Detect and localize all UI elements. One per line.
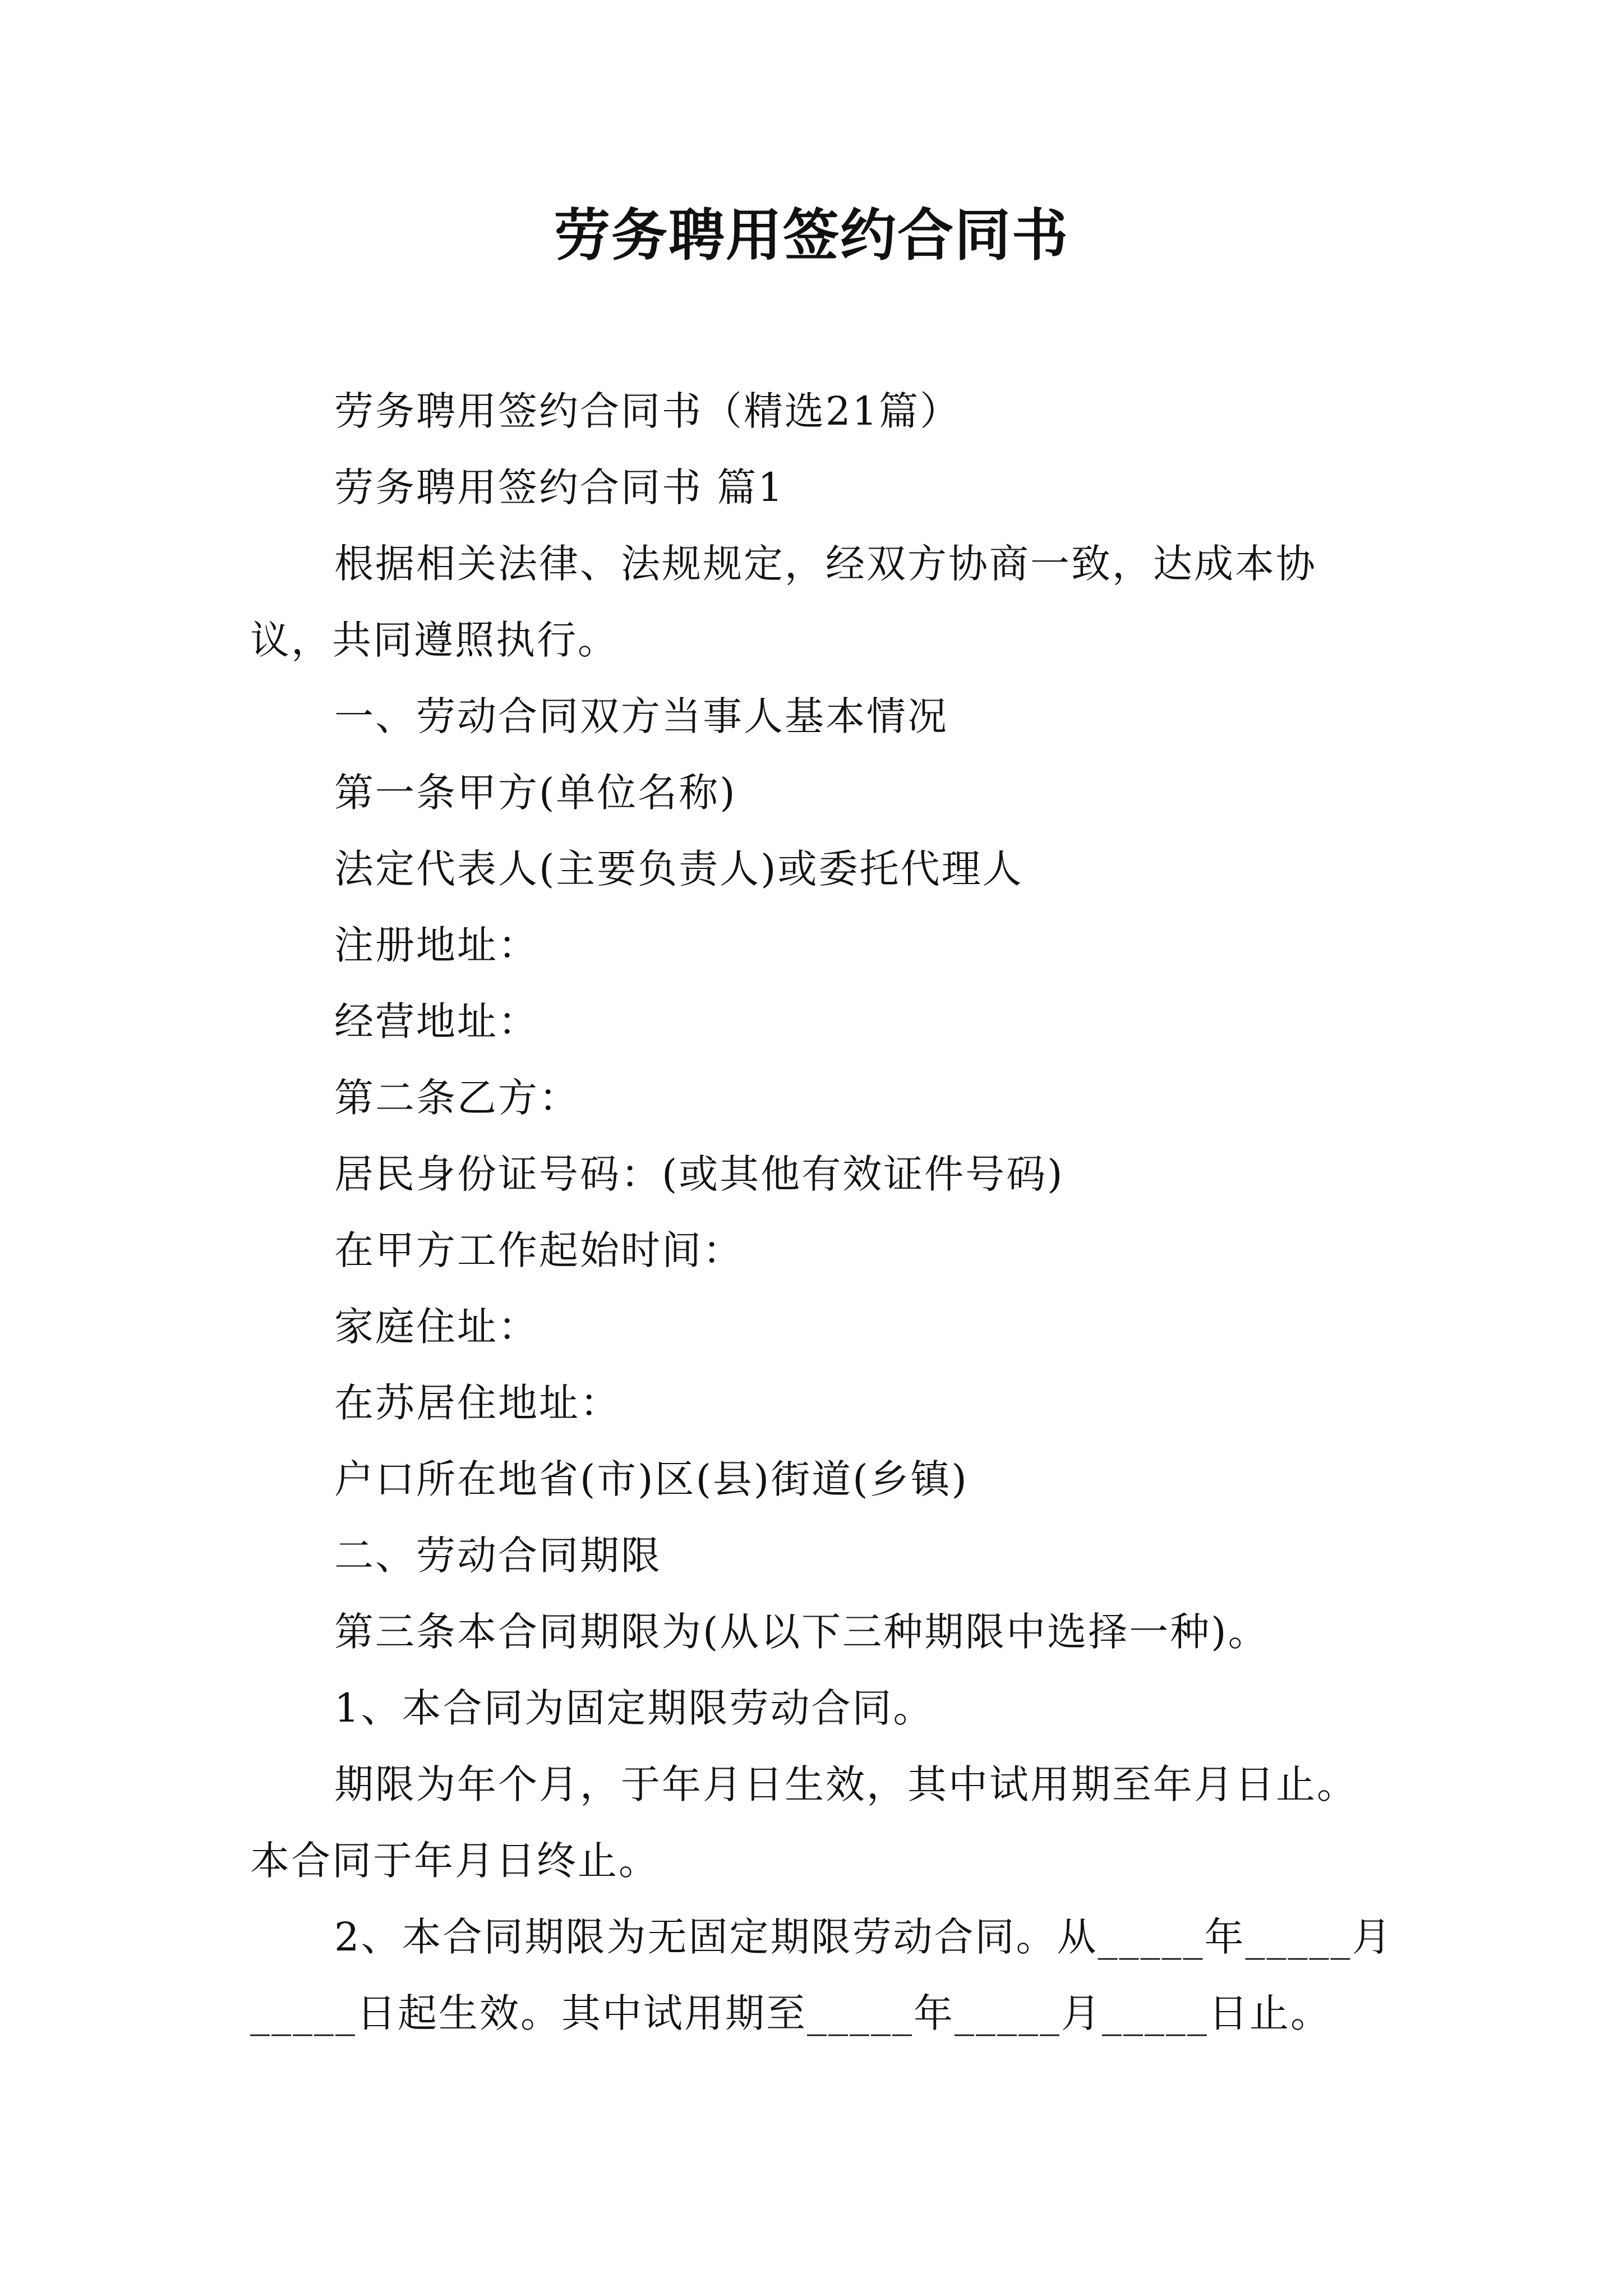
paragraph-fixed-term: 1、本合同为固定期限劳动合同。 [334,1685,934,1731]
paragraph-id-number: 居民身份证号码：(或其他有效证件号码) [334,1151,1064,1197]
paragraph-start-time: 在甲方工作起始时间： [334,1227,744,1273]
paragraph-term-details: 期限为年个月，于年月日生效，其中试用期至年月日止。本合同于年月日终止。 [250,1761,1358,1884]
document-title: 劳务聘用签约合同书 [554,203,1069,268]
paragraph-home-address: 家庭住址： [334,1304,539,1350]
document-body [250,373,1394,2051]
paragraph-business-address: 经营地址： [334,999,539,1045]
paragraph-subtitle: 劳务聘用签约合同书（精选21篇） [334,388,961,434]
paragraph-household-registration: 户口所在地省(市)区(县)街道(乡镇) [334,1456,969,1502]
paragraph-residence-address: 在苏居住地址： [334,1380,621,1426]
paragraph-legal-representative: 法定代表人(主要负责人)或委托代理人 [334,846,1023,892]
paragraph-open-term: 2、本合同期限为无固定期限劳动合同。从_____年_____月_____日起生效。其中试用期至_____年_____月_____日止。 [250,1914,1393,2036]
paragraph-part-two-heading: 二、劳动合同期限 [334,1533,662,1579]
paragraph-preamble: 根据相关法律、法规规定，经双方协商一致，达成本协议，共同遵照执行。 [250,541,1317,663]
paragraph-article-one: 第一条甲方(单位名称) [334,770,737,816]
paragraph-article-two: 第二条乙方： [334,1075,580,1121]
paragraph-section-heading: 劳务聘用签约合同书 篇1 [334,464,785,510]
paragraph-registered-address: 注册地址： [334,922,539,968]
paragraph-part-one-heading: 一、劳动合同双方当事人基本情况 [334,693,948,739]
paragraph-article-three: 第三条本合同期限为(从以下三种期限中选择一种)。 [334,1609,1269,1655]
